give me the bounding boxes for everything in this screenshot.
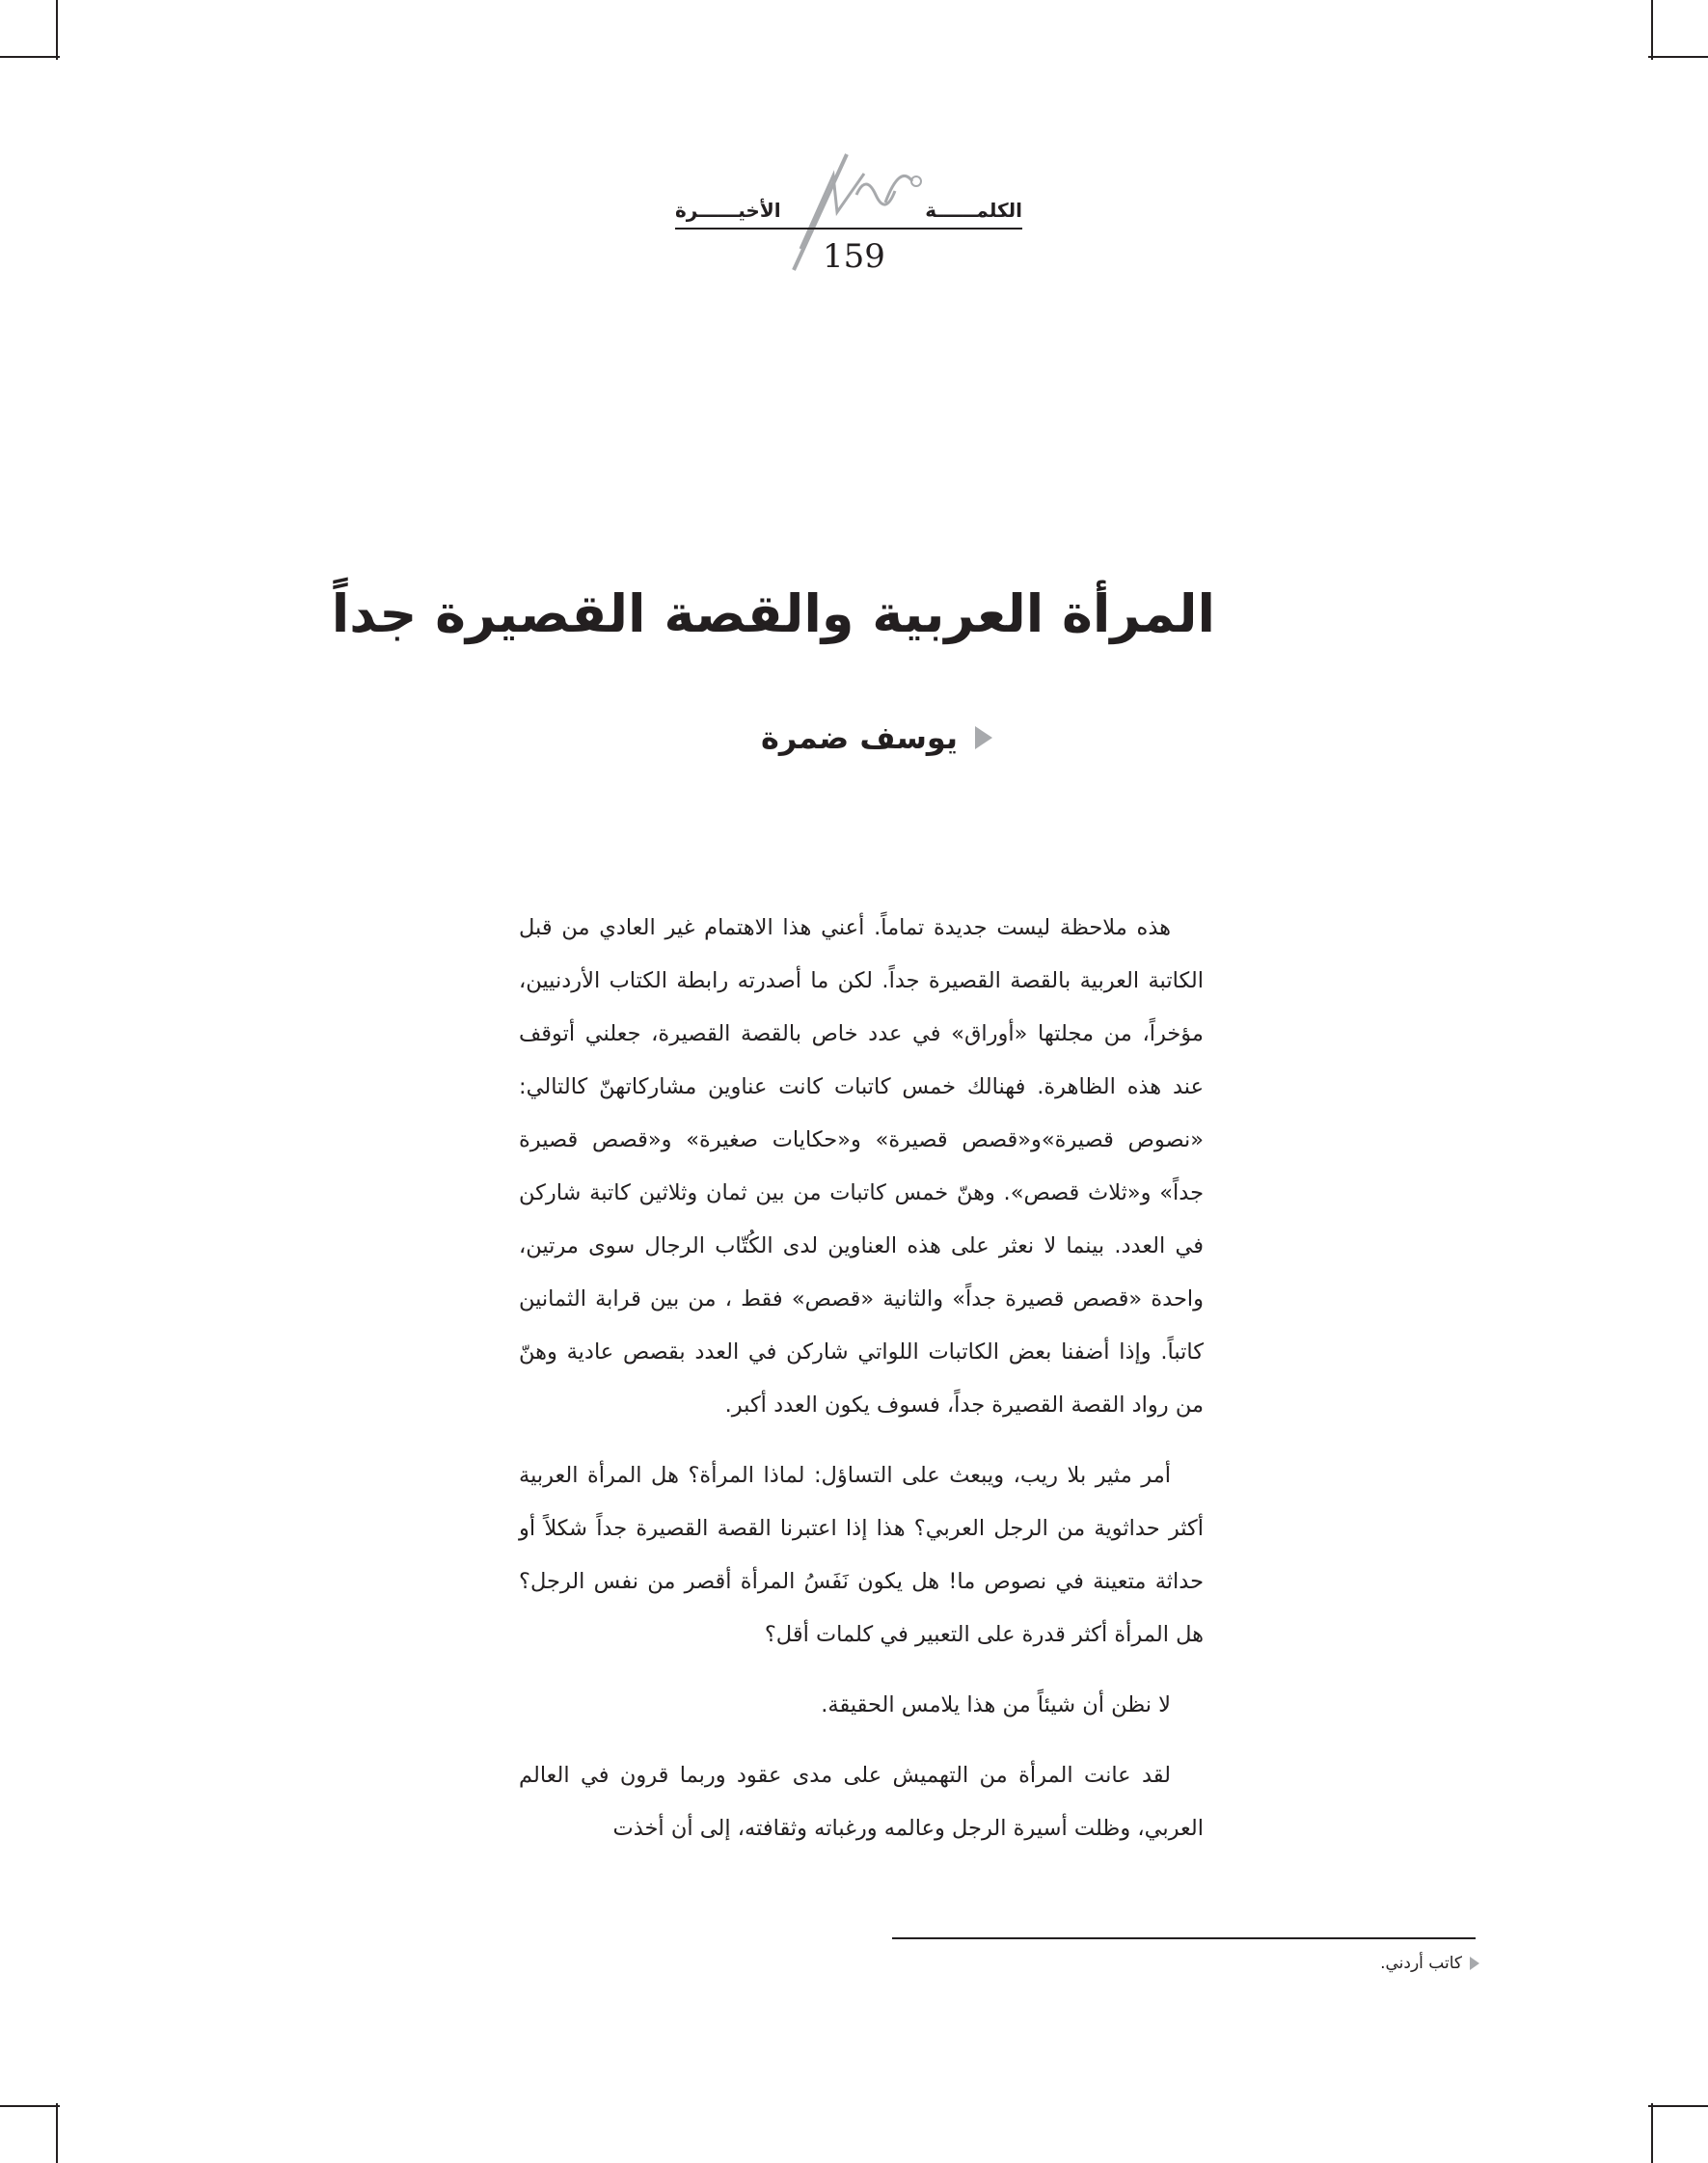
- header-rule: [675, 228, 1022, 230]
- author-byline: [761, 719, 992, 756]
- crop-mark: [1648, 56, 1708, 58]
- triangle-marker-icon: [975, 726, 992, 749]
- crop-mark: [56, 2103, 58, 2163]
- article-title: المرأة العربية والقصة القصيرة جداً: [331, 583, 1215, 644]
- crop-mark: [1651, 2103, 1653, 2163]
- footnote: [1380, 1954, 1479, 1973]
- running-head: [675, 193, 1022, 231]
- body-paragraph: لقد عانت المرأة من التهميش على مدى عقود وربما قرون في العالم العربي، وظلت أسيرة الرجل وعالمه ورغباته وثقافته، إلى أن أخذت: [519, 1763, 1204, 1841]
- author-name: يوسف ضمرة: [761, 719, 958, 756]
- body-paragraph: هذه ملاحظة ليست جديدة تماماً. أعني هذا الاهتمام غير العادي من قبل الكاتبة العربية بالقصة القصيرة جداً. لكن ما أصدرته رابطة الكتاب الأردنيين، مؤخراً، من مجلتها «أوراق» في عدد خاص بالقصة القصيرة، جعلني أتوقف عند هذه الظاهرة. فهنالك خمس كاتبات كانت عناوين مشاركاتهنّ كالتالي: «نصوص قصيرة»و«قصص قصيرة» و«حكايات صغيرة» و«قصص قصيرة جداً» و«ثلاث قصص». وهنّ خمس كاتبات من بين ثمان وثلاثين كاتبة شاركن في العدد. بينما لا نعثر على هذه العناوين لدى الكُتّاب الرجال سوى مرتين، واحدة «قصص قصيرة جداً» والثانية «قصص» فقط ، من بين قرابة الثمانين كاتباً. وإذا أضفنا بعض الكاتبات اللواتي شاركن في العدد بقصص عادية وهنّ من رواد القصة القصيرة جداً، فسوف يكون العدد أكبر.: [519, 915, 1204, 1418]
- body-paragraph: لا نظن أن شيئاً من هذا يلامس الحقيقة.: [821, 1692, 1171, 1717]
- crop-mark: [56, 0, 58, 60]
- crop-mark: [0, 56, 60, 58]
- crop-mark: [1648, 2105, 1708, 2107]
- footnote-text: كاتب أردني.: [1380, 1954, 1462, 1973]
- article-body: [519, 902, 1204, 1873]
- section-name-right: الكلمــــــة: [925, 199, 1022, 222]
- section-name-left: الأخيــــــرة: [675, 199, 781, 222]
- crop-mark: [0, 2105, 60, 2107]
- body-paragraph: أمر مثير بلا ريب، ويبعث على التساؤل: لماذا المرأة؟ هل المرأة العربية أكثر حداثوية من الرجل العربي؟ هذا إذا اعتبرنا القصة القصيرة جداً شكلاً أو حداثة متعينة في نصوص ما! هل يكون نَفَسُ المرأة أقصر من نفس الرجل؟ هل المرأة أكثر قدرة على التعبير في كلمات أقل؟: [519, 1463, 1204, 1647]
- footnote-rule: [892, 1937, 1476, 1939]
- page-number: 159: [823, 237, 885, 276]
- crop-mark: [1651, 0, 1653, 60]
- triangle-marker-icon: [1470, 1957, 1479, 1970]
